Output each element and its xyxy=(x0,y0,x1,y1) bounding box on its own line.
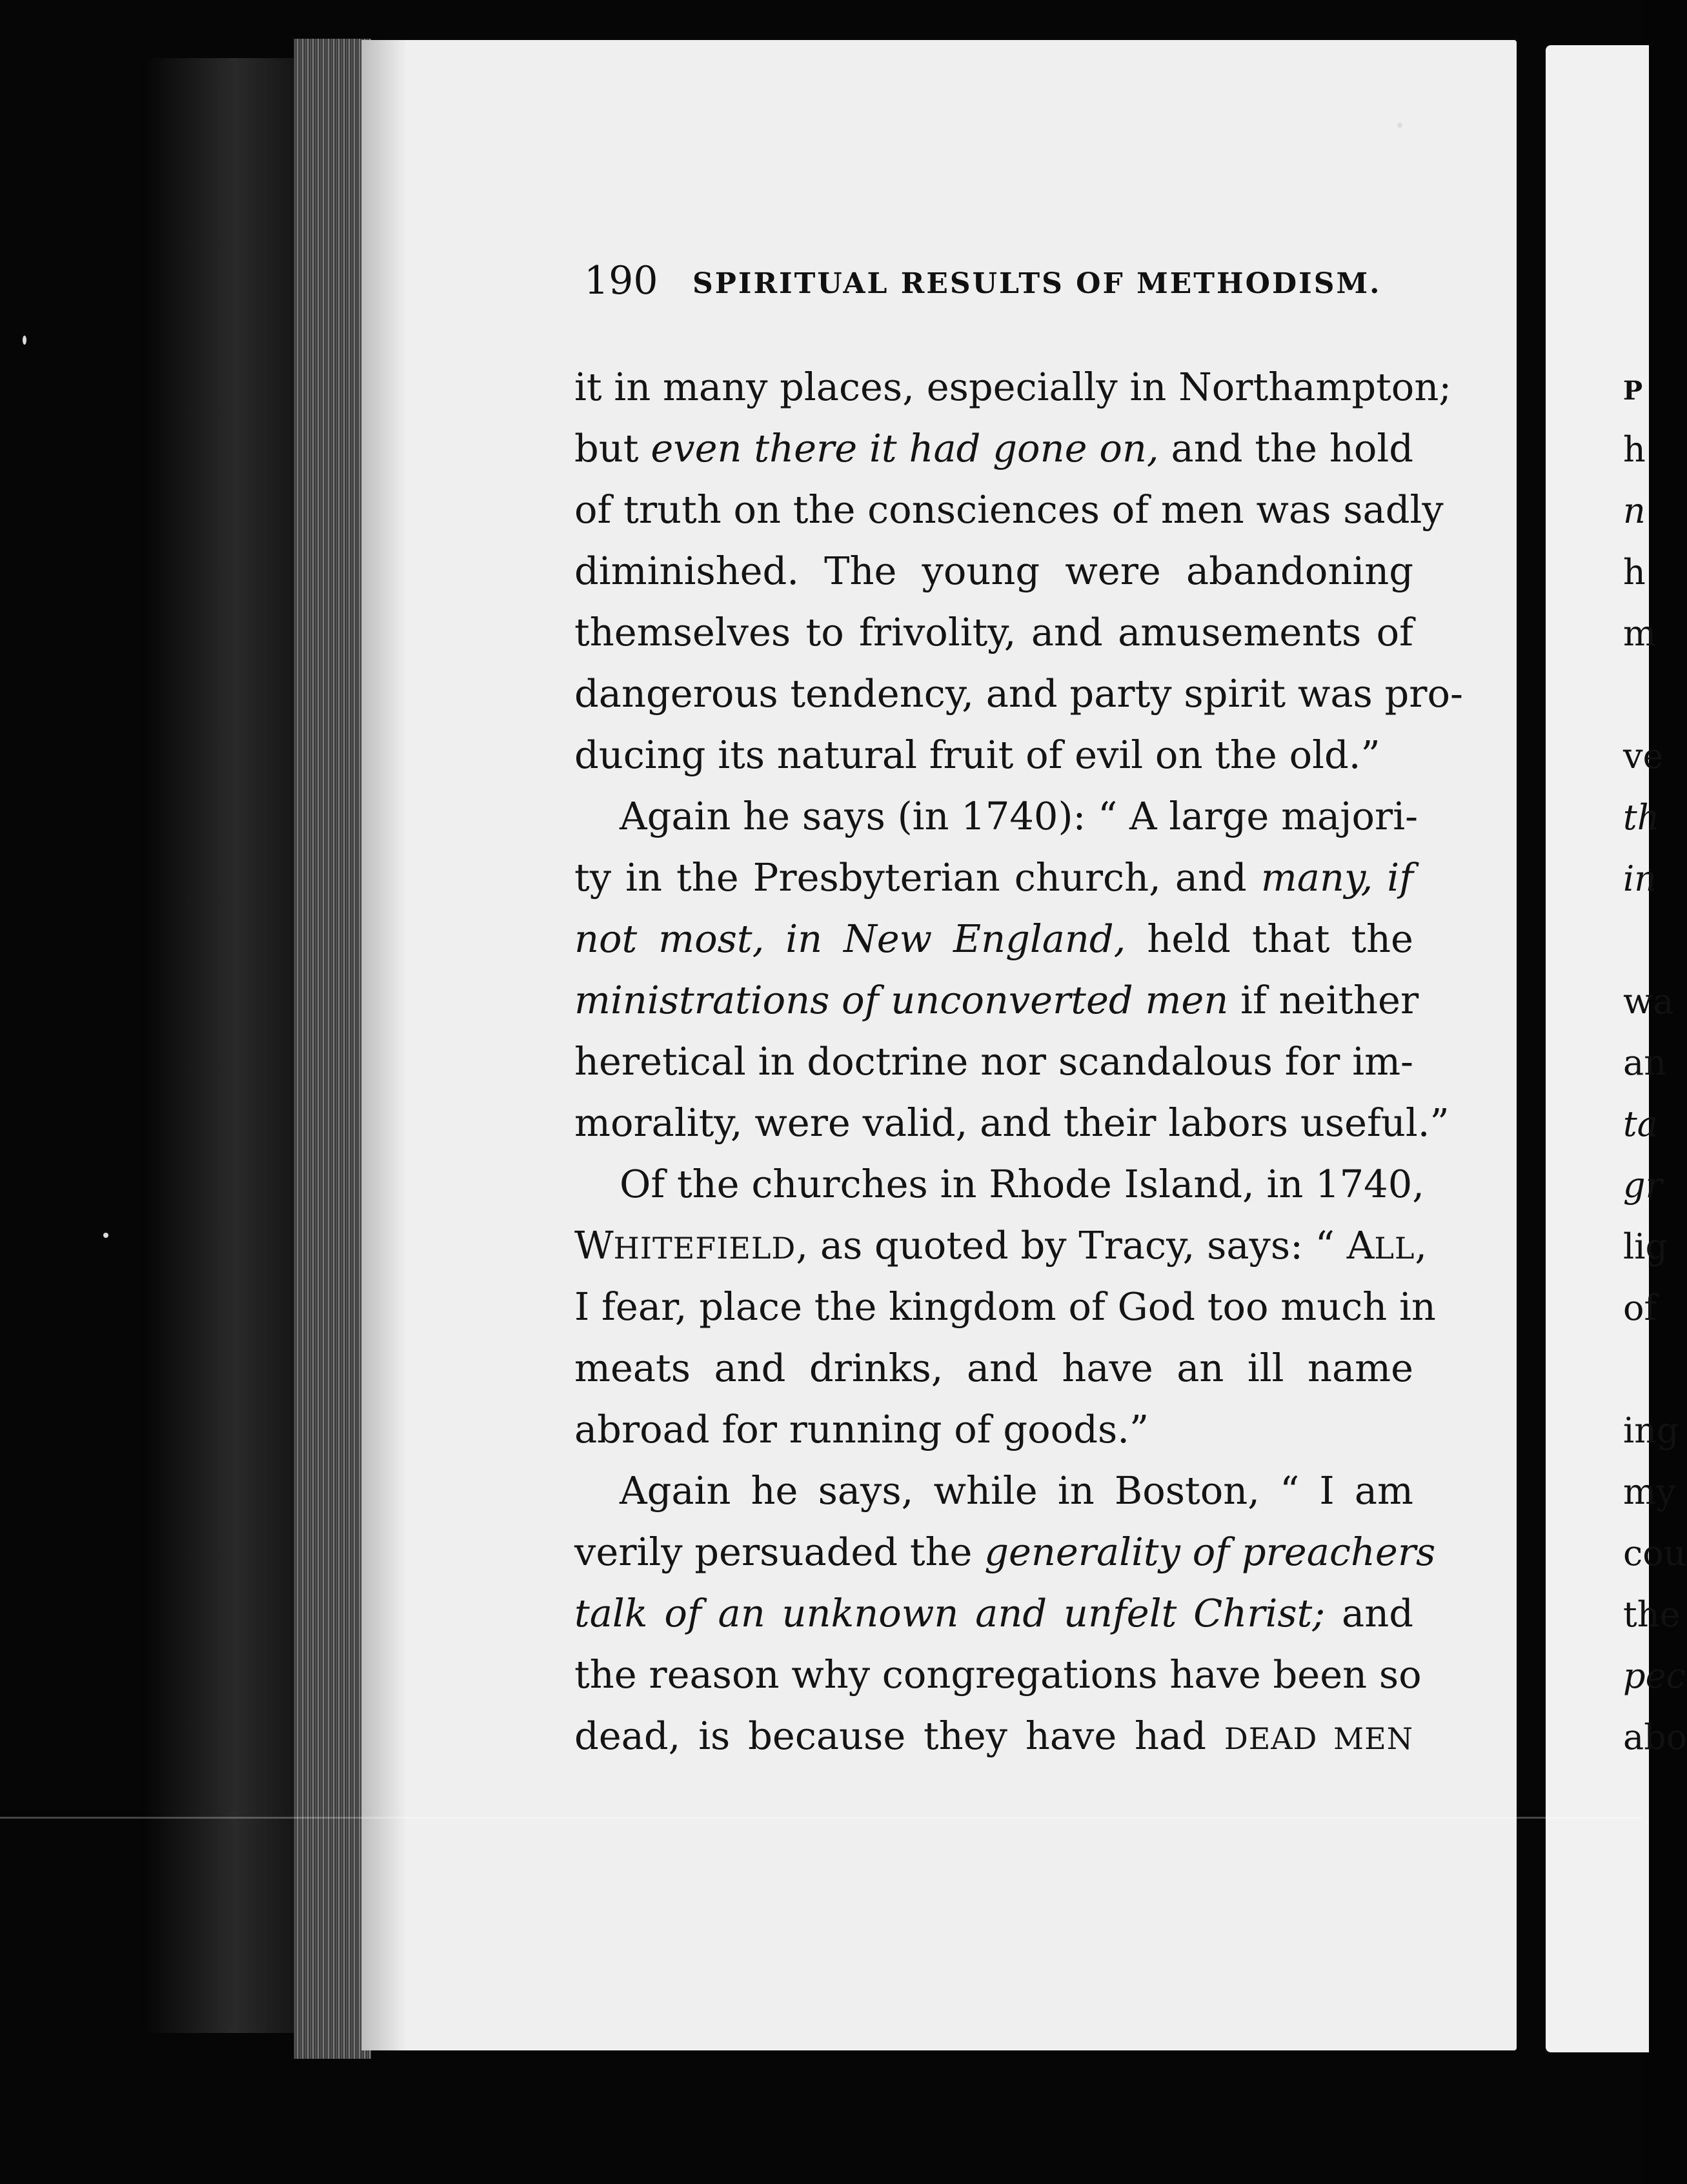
text-line xyxy=(574,418,1413,479)
italic-text: generality of preachers xyxy=(984,1530,1436,1574)
text-span: heretical in doctrine nor scandalous for im- xyxy=(574,1039,1413,1084)
text-line xyxy=(574,1644,1422,1705)
body-text xyxy=(574,356,1463,1766)
facing-line-fragment: m xyxy=(1623,613,1657,654)
page-stack-edge xyxy=(294,39,371,2059)
text-span: dead, is because they have had xyxy=(574,1714,1224,1758)
text-span: and xyxy=(1325,1591,1414,1635)
facing-line-fragment: n xyxy=(1623,490,1646,531)
italic-text: talk of an unknown and unfelt Christ; xyxy=(574,1591,1326,1635)
text-span: W xyxy=(574,1223,614,1268)
facing-line-fragment: ta xyxy=(1623,1104,1658,1144)
text-span: Again he says (in 1740): “ A large majori- xyxy=(620,794,1419,838)
text-span: abroad for running of goods.” xyxy=(574,1407,1149,1451)
text-span: held that the xyxy=(1126,916,1413,961)
text-line xyxy=(574,785,1419,847)
facing-line-fragment: pec xyxy=(1623,1655,1686,1696)
text-line xyxy=(574,1460,1413,1521)
running-head-title: SPIRITUAL RESULTS OF METHODISM. xyxy=(692,267,1382,300)
small-caps-text: LL xyxy=(1374,1231,1415,1266)
text-span: , xyxy=(1415,1223,1428,1268)
text-line xyxy=(574,1031,1413,1092)
text-line xyxy=(574,1521,1436,1582)
book-edge-shadow xyxy=(142,58,297,2033)
text-line xyxy=(574,1337,1413,1399)
text-span: meats and drinks, and have an ill name xyxy=(574,1346,1413,1390)
text-span: and the hold xyxy=(1158,426,1413,470)
text-line xyxy=(574,1705,1413,1766)
text-span: Of the churches in Rhode Island, in 1740, xyxy=(620,1162,1425,1206)
facing-line-fragment: my xyxy=(1623,1471,1676,1512)
page-gutter-shadow xyxy=(361,40,407,2050)
text-line xyxy=(574,847,1413,908)
facing-line-fragment: th xyxy=(1623,797,1660,838)
text-line xyxy=(574,1399,1413,1460)
facing-line-fragment: wa xyxy=(1623,981,1674,1022)
text-line xyxy=(574,479,1444,540)
text-span: Again he says, while in Boston, “ I am xyxy=(620,1468,1413,1513)
facing-line-fragment: P xyxy=(1623,376,1643,406)
page-number: 190 xyxy=(584,258,658,303)
text-line xyxy=(574,602,1413,663)
text-line xyxy=(574,1092,1450,1153)
italic-text: not most, in New England, xyxy=(574,916,1126,961)
italic-text: even there it had gone on, xyxy=(651,426,1159,470)
text-span: of truth on the consciences of men was sadly xyxy=(574,487,1444,532)
running-head xyxy=(584,258,1382,310)
facing-line-fragment: ing xyxy=(1623,1410,1679,1451)
text-span: morality, were valid, and their labors useful.” xyxy=(574,1100,1450,1145)
text-line xyxy=(574,1582,1413,1644)
facing-line-fragment: of xyxy=(1623,1288,1657,1328)
speck xyxy=(103,1233,108,1238)
text-line xyxy=(574,1215,1428,1276)
italic-text: ministrations of unconverted men xyxy=(574,978,1229,1022)
text-line xyxy=(574,908,1413,969)
speck xyxy=(23,336,26,345)
facing-line-fragment: lig xyxy=(1623,1226,1668,1267)
text-span: it in many places, especially in Northampton; xyxy=(574,365,1452,409)
facing-line-fragment: abo xyxy=(1623,1717,1687,1757)
text-span: diminished. The young were abandoning xyxy=(574,549,1413,593)
small-caps-text: HITEFIELD xyxy=(613,1231,796,1266)
text-span: themselves to frivolity, and amusements of xyxy=(574,610,1413,654)
text-span: I fear, place the kingdom of God too much in xyxy=(574,1284,1436,1329)
text-span: , as quoted by Tracy, says: “ A xyxy=(796,1223,1375,1268)
text-line xyxy=(574,969,1419,1031)
text-span: but xyxy=(574,426,651,470)
facing-line-fragment: ve xyxy=(1623,736,1664,776)
text-line xyxy=(574,540,1413,602)
facing-line-fragment: an xyxy=(1623,1042,1666,1083)
text-line xyxy=(574,1153,1425,1215)
facing-line-fragment: cou xyxy=(1623,1533,1686,1573)
facing-line-fragment: gr xyxy=(1623,1165,1662,1206)
text-line xyxy=(574,1276,1436,1337)
facing-line-fragment: h xyxy=(1623,429,1646,470)
facing-line-fragment: the xyxy=(1623,1594,1681,1635)
text-span: ty in the Presbyterian church, and xyxy=(574,855,1261,900)
text-line xyxy=(574,663,1463,724)
text-line xyxy=(574,356,1452,418)
facing-line-fragment: h xyxy=(1623,552,1646,592)
facing-line-fragment: in xyxy=(1623,858,1657,899)
scan-artifact-line xyxy=(0,1817,1642,1819)
text-span: the reason why congregations have been so xyxy=(574,1652,1422,1697)
text-line xyxy=(574,724,1413,785)
text-span: dangerous tendency, and party spirit was pro- xyxy=(574,671,1463,716)
text-span: ducing its natural fruit of evil on the old.” xyxy=(574,733,1380,777)
small-caps-text: DEAD MEN xyxy=(1224,1721,1413,1756)
text-span: if neither xyxy=(1228,978,1419,1022)
italic-text: many, if xyxy=(1260,855,1413,900)
text-span: verily persuaded the xyxy=(574,1530,985,1574)
speck xyxy=(1397,123,1402,128)
